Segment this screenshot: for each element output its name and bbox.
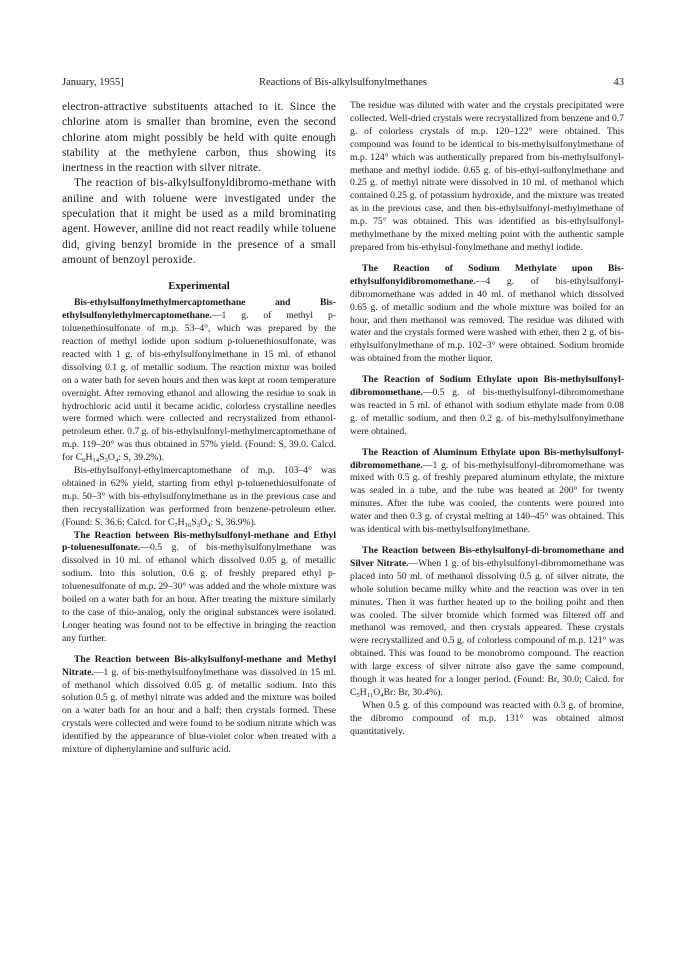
experiment-heading-3: The Reaction between Bis-methylsulfonyl-methane and Ethyl p-toluenesulfonate. (62, 529, 336, 554)
experiment-heading-7: The Reaction of Aluminum Ethylate upon Bis-methylsulfonyl-dibromomethane. (350, 446, 624, 471)
chemical-formula: $C_5H_{11}O_4Br$ (350, 686, 394, 699)
experiment-paragraph-4: The Reaction between Bis-alkylsulfonyl-methane and Methyl Nitrate.—1 g. of bis-methylsulfonylmethane was dissolved in 15 ml. of methanol which dissolved 0.05 g. of metallic sodium. Into this solution 0.5 g. of methyl nitrate was added and the mixture was boiled on a water bath for an hour and a half; then crystals formed. These crystals were collected and were found to be sodium nitrate which was identified by the appearance of blue-violet color when treated with a mixture of diphenylamine and sulfuric acid. (62, 653, 336, 756)
experiment-paragraph-1: Bis-ethylsulfonylmethylmercaptomethane and Bis-ethylsulfonylethylmercaptomethane.—1 g. of methyl p-toluenethiosulfonate of m.p. 53–4°, which was prepared by the reaction of methyl iodide upon sodium p-toluenethiosulfonate, was reacted with 1 g. of bis-ethylsulfonylmethane in 15 ml. of ethanol dissolving 0.1 g. of metallic sodium. The reaction mixtur was boiled on a water bath for seven hours and then was kept at room temperature overnight. After removing ethanol and allowing the residue to soak in hydrochloric acid until it became acidic, colorless crystalline needles were formed which were collected and recrystalized from ethanol-petroleum ether. 0.7 g. of bis-ethylsulfonyl-methylmercaptomethane of m.p. 119–20° was thus obtained in 57% yield. (Found: S, 39.0. Calcd. for $C_6H_{14}S_3O_4$: S, 39.2%). (62, 297, 336, 465)
experiment-paragraph-2: Bis-ethylsulfonyl-ethylmercaptomethane of m.p. 103–4° was obtained in 62% yield, starting from ethyl p-toluenethiosulfonate of m.p. 50–3° with bis-ethylsulfonylmethane as in the previous case and then recrystallization was performed from benzene-petroleum ether. (Found: S. 36.6; Calcd. for $C_7H_{16}S_3O_4$: S, 36.9%). (62, 465, 336, 529)
right-paragraph-1: The residue was diluted with water and the crystals precipitated were collected. Well-dried crystals were recrystallized from benzene and 0.7 g. of colorless crystals of m.p. 120–122° were obtained. This compound was found to be identical to bis-methylsulfonylmethane of m.p. 124° which was authentically prepared from bis-methylsulfonyl-methane and methyl iodide. 0.65 g. of bis-ethyl-sulfonylmethane and 0.25 g. of methyl nitrate were dissolved in 10 ml. of methanol which contained 0.25 g. of potassium hydroxide, and the mixture was treated as in the previous case, and then bis-ethylsulfonyl-methylmethane of m.p. 75° was obtained. This was identified as bis-ethylsulfonyl-methylmethane by the mixed melting point with the authentic sample prepared from bis-ethylsul-fonylmethane and methyl iodide. (350, 100, 624, 253)
experiment-paragraph-5: The Reaction of Sodium Methylate upon Bis-ethylsulfonyldibromomethane.—4 g. of bis-ethylsulfonyl-dibromomethane was added in 40 ml. of methanol which dissolved 0.65 g. of metallic sodium and the whole mixture was boiled for an hour, and then methanol was removed. The residue was diluted with water and the crystals formed were washed with ether, then 2 g. of bis-ethylsulfonylmethane of m.p. 102–3° were obtained. Sodium bromide was obtained from the mother liquor. (350, 262, 624, 365)
running-header (62, 76, 624, 90)
header-running-title: Reactions of Bis-alkylsulfonylmethanes (259, 77, 427, 88)
right-column (350, 100, 624, 739)
experiment-heading-4: The Reaction between Bis-alkylsulfonyl-methane and Methyl Nitrate. (62, 653, 336, 678)
section-heading-experimental: Experimental (168, 281, 230, 293)
experiment-heading-1: Bis-ethylsulfonylmethylmercaptomethane and Bis-ethylsulfonylethylmercaptomethane. (62, 297, 336, 322)
chemical-formula: $C_6H_{14}S_3O_4$ (75, 452, 119, 465)
left-column (62, 100, 336, 757)
final-paragraph: When 0.5 g. of this compound was reacted with 0.3 g. of bromine, the dibromo compound of m.p. 131° was obtained almost quantitatively. (350, 699, 624, 737)
header-date: January, 1955] (62, 77, 124, 88)
experiment-heading-6: The Reaction of Sodium Ethylate upon Bis-methylsulfonyl-dibromomethane. (350, 374, 624, 399)
intro-paragraph-2: The reaction of bis-alkylsulfonyldibromo-methane with aniline and with toluene were investigated under the speculation that it might be used as a mild brominating agent. However, aniline did not react readily while toluene did, giving benzyl bromide in the presence of a small amount of benzoyl peroxide. (62, 177, 336, 266)
experiment-paragraph-6: The Reaction of Sodium Ethylate upon Bis-methylsulfonyl-dibromomethane.—0.5 g. of bis-methylsulfonyl-dibromomethane was reacted in 5 ml. of ethanol with sodium ethylate made from 0.08 g. of metallic sodium, and then 0.2 g. of bis-methylsulfonylmethane were obtained. (350, 374, 624, 437)
experiment-heading-8: The Reaction between Bis-ethylsulfonyl-di-bromomethane and Silver Nitrate. (350, 545, 624, 569)
experiment-paragraph-7: The Reaction of Aluminum Ethylate upon Bis-methylsulfonyl-dibromomethane.—1 g. of bis-methylsulfonyl-dibromomethane was mixed with 0.5 g. of freshly prepared aluminum ethylate, the mixture was sealed in a tube, and the tube was heated at 200° for twenty minutes. After the tube was cooled, the contents were poured into water and then 0.3 g. of crystal melting at 140–45° was obtained. This was identical with bis-methylsulfonylmethane. (350, 446, 624, 536)
experiment-paragraph-3: The Reaction between Bis-methylsulfonyl-methane and Ethyl p-toluenesulfonate.—0.5 g. of bis-methylsulfonylmethane was dissolved in 10 ml. of ethanol which dissolved 0.05 g. of metallic sodium. Into this solution, 0.6 g. of freshly prepared ethyl p-toluenesulfonate of m.p. 29–30° was added and the whole mixture was boiled on a water bath for an hour. After treating the mixture similarly to the case of thio-analog, only the original substances were isolated. Longer heating was found not to be effective in bringing the reaction any further. (62, 529, 336, 644)
page-number: 43 (613, 77, 624, 88)
chemical-formula: $C_7H_{16}S_3O_4$ (167, 516, 211, 529)
intro-paragraph-1: electron-attractive substituents attached to it. Since the chlorine atom is smaller than bromine, even the second chlorine atom might possibly be held with quite enough stability at the methylene carbon, thus showing its inertness in the reaction with silver nitrate. (62, 101, 336, 175)
experiment-paragraph-8: The Reaction between Bis-ethylsulfonyl-di-bromomethane and Silver Nitrate.—When 1 g. of bis-ethylsulfonyl-dibromomethane was placed into 50 ml. of methanol dissolving 0.5 g. of silver nitrate, the whole solution became milky white and the reaction was over in ten minutes. Then it was further heated up to the boiling poiht and then was cooled. The silver bromide which formed was filtered off and methanol was removed, and then crystals appeared. These crystals were recrystallized and 0.5 g. of colorless compound of m.p. 121° was obtained. This was found to be monobromo compound. The reaction with large excess of silver nitrate also gave the same compound, though it was heated for a longer period. (Found: Br, 30.0; Calcd. for $C_5H_{11}O_4Br$: Br, 30.4%). (350, 545, 625, 699)
experiment-heading-5: The Reaction of Sodium Methylate upon Bis-ethylsulfonyldibromomethane. (350, 262, 624, 287)
